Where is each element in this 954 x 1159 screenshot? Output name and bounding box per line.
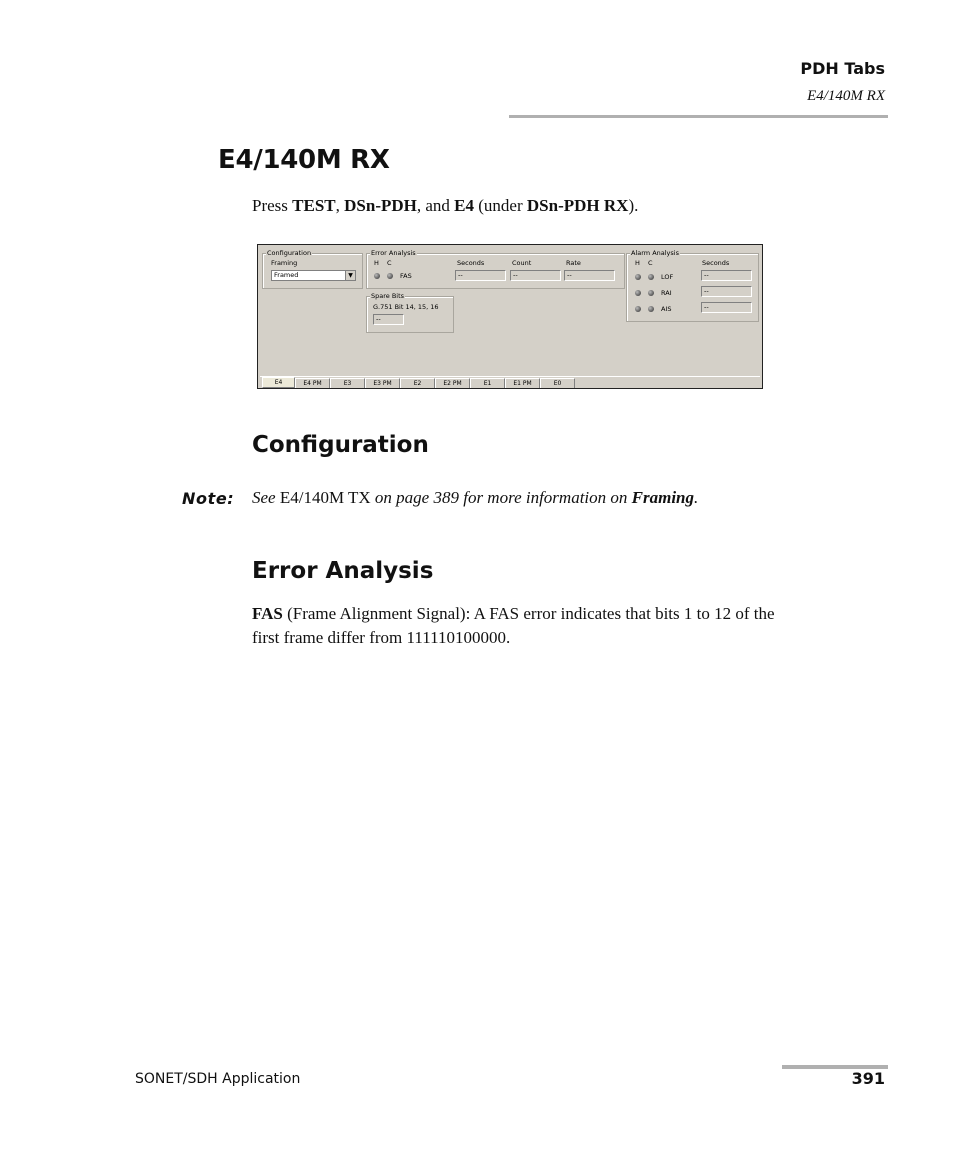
pdh-tab-bar (260, 376, 760, 389)
rai-label: RAI (661, 289, 672, 297)
error-analysis-heading: Error Analysis (252, 558, 434, 584)
rate-header: Rate (566, 259, 581, 267)
tab-e2[interactable]: E2 (400, 378, 435, 389)
framing-label: Framing (271, 259, 298, 267)
ais-history-led (635, 306, 641, 312)
tab-e0[interactable]: E0 (540, 378, 575, 389)
fas-current-led (387, 273, 393, 279)
running-header-section: PDH Tabs (800, 59, 885, 78)
count-header: Count (512, 259, 532, 267)
lof-seconds-field: -- (701, 270, 752, 281)
fas-history-led (374, 273, 380, 279)
tab-e2-pm[interactable]: E2 PM (435, 378, 470, 389)
tab-e4[interactable]: E4 (262, 377, 295, 388)
ais-current-led (648, 306, 654, 312)
header-rule (509, 115, 888, 118)
tab-e1[interactable]: E1 (470, 378, 505, 389)
page-title: E4/140M RX (218, 145, 390, 175)
history-header: H (374, 259, 379, 267)
note-label: Note: (182, 489, 235, 508)
seconds-header: Seconds (457, 259, 485, 267)
intro-paragraph: Press TEST, DSn-PDH, and E4 (under DSn-PDH RX). (252, 196, 639, 215)
e4-rx-screenshot (257, 244, 763, 389)
fas-label: FAS (400, 272, 412, 280)
fas-paragraph: FAS (Frame Alignment Signal): A FAS error indicates that bits 1 to 12 of the first frame differ from 111110100000. (252, 604, 775, 647)
note-cross-reference[interactable]: E4/140M TX (279, 488, 371, 507)
running-header-subsection: E4/140M RX (807, 88, 885, 104)
alarm-analysis-group (626, 249, 759, 322)
page-number: 391 (851, 1069, 885, 1088)
chevron-down-icon[interactable]: ▼ (345, 271, 355, 280)
note-text: See E4/140M TX on page 389 for more information on Framing. (252, 488, 699, 507)
alarm-history-header: H (635, 259, 640, 267)
alarm-analysis-caption: Alarm Analysis (631, 249, 679, 257)
tab-e1-pm[interactable]: E1 PM (505, 378, 540, 389)
fas-rate-field: -- (564, 270, 615, 281)
framing-select[interactable]: Framed ▼ (271, 270, 356, 281)
rai-history-led (635, 290, 641, 296)
configuration-group (262, 249, 363, 289)
tab-e3-pm[interactable]: E3 PM (365, 378, 400, 389)
footer-document-title: SONET/SDH Application (135, 1071, 301, 1087)
configuration-heading: Configuration (252, 432, 429, 458)
ais-label: AIS (661, 305, 672, 313)
ais-seconds-field: -- (701, 302, 752, 313)
rai-current-led (648, 290, 654, 296)
rai-seconds-field: -- (701, 286, 752, 297)
spare-bits-caption: Spare Bits (371, 292, 405, 300)
error-analysis-caption: Error Analysis (371, 249, 416, 257)
current-header: C (387, 259, 392, 267)
alarm-seconds-header: Seconds (702, 259, 730, 267)
lof-current-led (648, 274, 654, 280)
spare-bits-label: G.751 Bit 14, 15, 16 (373, 303, 439, 311)
lof-label: LOF (661, 273, 674, 281)
spare-bits-field: -- (373, 314, 404, 325)
lof-history-led (635, 274, 641, 280)
alarm-current-header: C (648, 259, 653, 267)
error-analysis-group (366, 249, 625, 289)
spare-bits-group (366, 292, 454, 333)
configuration-caption: Configuration (267, 249, 312, 257)
fas-count-field: -- (510, 270, 561, 281)
tab-e4-pm[interactable]: E4 PM (295, 378, 330, 389)
fas-seconds-field: -- (455, 270, 506, 281)
tab-e3[interactable]: E3 (330, 378, 365, 389)
